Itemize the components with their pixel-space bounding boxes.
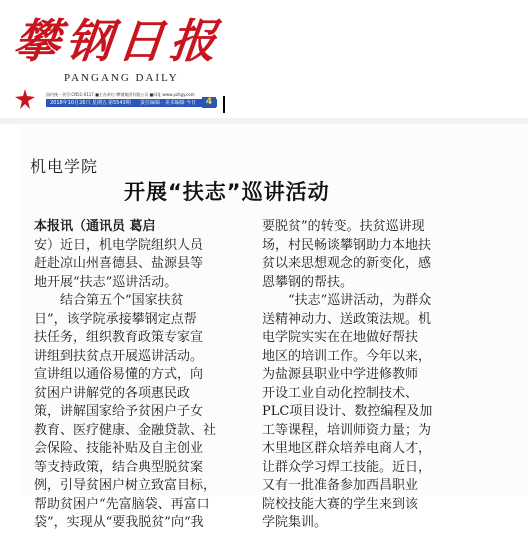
article-line: 送精神动力、送政策法规。机 [262,311,432,327]
article-text: 扶任务，组织教育政策专家宣 [34,330,204,345]
article-line: 木里地区群众培养电商人才， [262,441,432,456]
article-text: 会保险、技能补贴及自主创业 [34,441,204,456]
article-line: 贫以来思想观念的新变化，感 [262,256,432,271]
article-line: 学院集训。 [262,515,328,530]
article-text: 讲组到扶贫点开展巡讲活动。 [34,348,204,364]
article-text: 日”，该学院承接攀钢定点帮 [34,311,197,327]
article-line: PLC项目设计、数控编程及加 [262,404,433,419]
article-text: 教育、医疗健康、金融贷款、社 [34,422,217,438]
issue-date: 2018年10月26日 星期五 [50,100,108,106]
article-line [34,329,259,348]
newspaper-logo: 攀钢日报 [11,14,225,68]
article-line: 为盐源县职业中学进修教师 [262,367,419,382]
issue-info-bar [46,99,217,107]
article-line [34,385,259,404]
text-cursor [223,96,225,113]
article-line: 恩攀钢的帮扶。 [262,274,354,290]
article-text: 策，讲解国家给予贫困户子女 [34,404,204,419]
article-line [34,348,259,367]
issue-pages-label: 今日 [186,100,197,106]
article-headline: 开展“扶志”巡讲活动 [124,180,330,204]
byline: 本报讯（通讯员 葛启 [34,219,156,234]
article-line [34,403,259,422]
edition-badge [202,97,216,108]
article-text: 安）近日，机电学院组织人员 [34,237,204,253]
newspaper-english-name: PANGANG DAILY [64,72,179,84]
article-text: 帮助贫困户“先富脑袋、再富口 [34,496,210,512]
article-line: 电学院实实在在地做好帮扶 [262,330,419,345]
article-line [34,496,259,515]
masthead [0,0,528,118]
article-text: 例，引导贫困户树立致富目标， [34,478,217,493]
article-line [34,274,259,293]
article-line: 场，村民畅谈攀钢助力本地扶 [262,237,432,253]
article-line [34,422,259,441]
article-column-right [262,218,487,533]
article-column-left [34,218,259,533]
article-line [34,459,259,478]
article-line: 又有一批准备参加西昌职业 [262,478,419,493]
publication-info: 国内统一刊号:CN51-0117 ■主办单位:攀钢集团有限公司 ■网址:www.pzhgy.com [46,92,195,97]
article-text: 贫困户讲解党的各项惠民政 [34,385,191,401]
article-line: “扶志”巡讲活动，为群众 [262,293,432,308]
article-line [34,440,259,459]
article-text: 结合第五个“国家扶贫 [34,293,184,308]
article-line [34,514,259,533]
article-text: 地开展“扶志”巡讲活动。 [34,274,178,290]
issue-number: 第5543期 [108,100,131,106]
article-kicker: 机电学院 [30,157,99,176]
article-line [34,366,259,385]
article-line [34,237,259,256]
article-text: 赶赴凉山州喜德县、盐源县等 [34,256,204,271]
article-line: 工等课程，培训师资力量；为 [262,422,432,438]
article-line [34,292,259,311]
issue-editors: 责任编辑 · 美术编辑 [140,100,185,106]
article-line: 地区的培训工作。今年以来， [262,348,432,364]
article-line [34,255,259,274]
article-text: 袋”，实现从“要我脱贫”向“我 [34,515,204,530]
article-line [34,218,259,237]
article-text: 等支持政策，结合典型脱贫案 [34,459,204,475]
article-line: 院校技能大赛的学生来到该 [262,496,419,512]
article-line [34,477,259,496]
article-text: 宣讲组以通俗易懂的方式，向 [34,367,204,382]
article-line: 让群众学习焊工技能。近日， [262,459,432,475]
emblem-icon [14,88,36,110]
article-line: 要脱贫”的转变。扶贫巡讲现 [262,219,425,234]
article-line: 开设工业自动化控制技术、 [262,385,419,401]
edition-number: 4 [205,97,213,107]
article-line [34,311,259,330]
